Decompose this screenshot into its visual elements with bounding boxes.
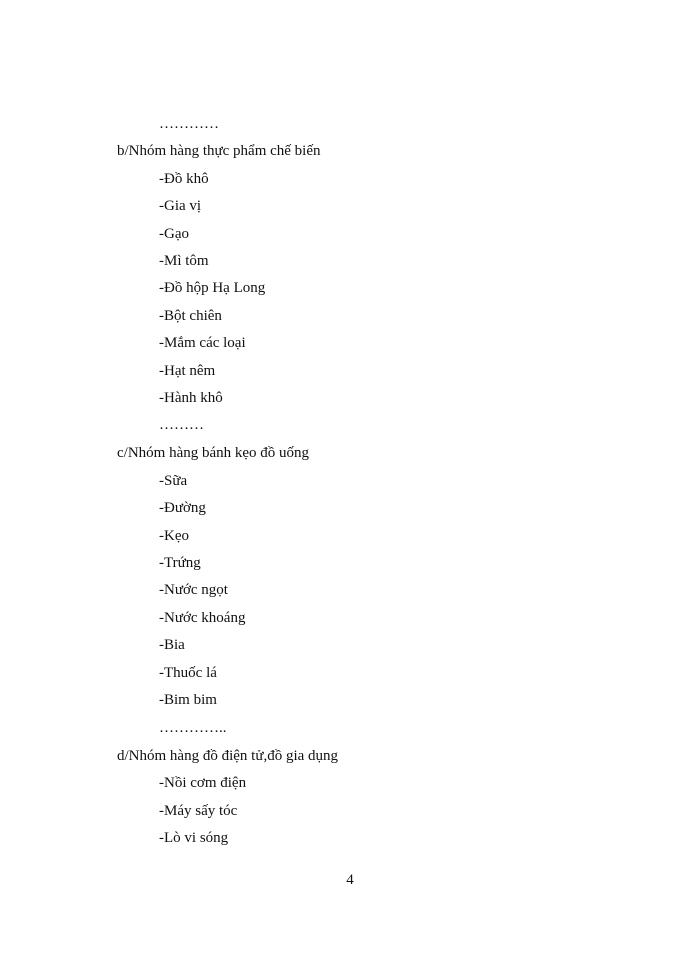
- section-ellipsis: ………: [159, 417, 204, 433]
- list-item: -Gia vị: [159, 198, 202, 214]
- list-item: -Đồ khô: [159, 171, 209, 187]
- list-item: -Mắm các loại: [159, 335, 246, 351]
- list-item: -Trứng: [159, 555, 201, 571]
- list-item: -Hành khô: [159, 390, 223, 406]
- list-item: -Đường: [159, 500, 206, 516]
- list-item: -Thuốc lá: [159, 665, 217, 681]
- section-heading-snacks-drinks: c/Nhóm hàng bánh kẹo đồ uống: [117, 445, 310, 461]
- list-item: -Sữa: [159, 473, 188, 489]
- list-item: -Lò vi sóng: [159, 830, 229, 846]
- list-item: -Gạo: [159, 226, 189, 242]
- list-item: -Bim bim: [159, 692, 217, 708]
- section-heading-electronics-household: d/Nhóm hàng đồ điện tử,đồ gia dụng: [117, 748, 339, 764]
- page-number: 4: [346, 872, 354, 888]
- section-heading-processed-food: b/Nhóm hàng thực phẩm chế biến: [117, 143, 321, 159]
- ellipsis-top: …………: [159, 116, 219, 132]
- list-item: -Hạt nêm: [159, 363, 216, 379]
- list-item: -Nước ngọt: [159, 582, 228, 598]
- list-item: -Nước khoáng: [159, 610, 246, 626]
- list-item: -Bột chiên: [159, 308, 222, 324]
- list-item: -Máy sấy tóc: [159, 803, 238, 819]
- section-ellipsis: …………..: [159, 720, 227, 736]
- list-item: -Bia: [159, 637, 185, 653]
- list-item: -Đồ hộp Hạ Long: [159, 280, 266, 296]
- list-item: -Mì tôm: [159, 253, 209, 269]
- list-item: -Kẹo: [159, 528, 189, 544]
- list-item: -Nồi cơm điện: [159, 775, 247, 791]
